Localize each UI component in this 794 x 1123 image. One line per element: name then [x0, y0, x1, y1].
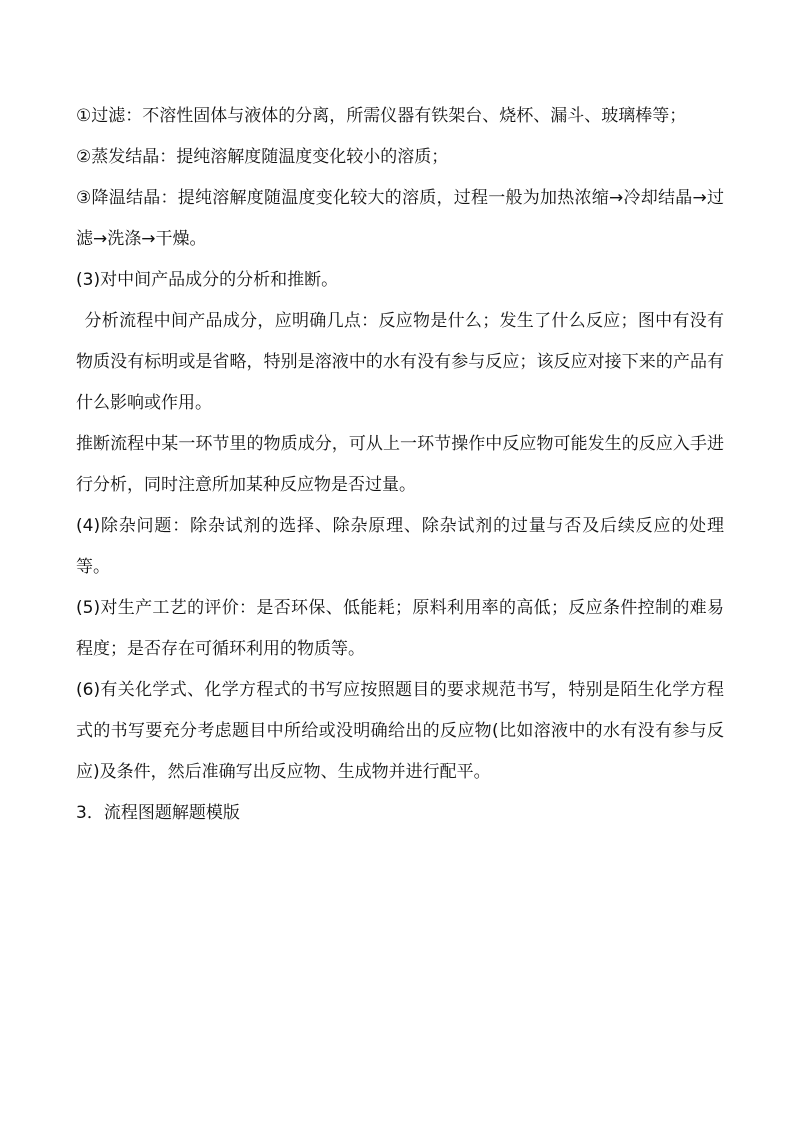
paragraph-section-4-impurity: (4)除杂问题：除杂试剂的选择、除杂原理、除杂试剂的过量与否及后续反应的处理等。 [76, 516, 724, 577]
document-body [76, 96, 724, 834]
section-heading-template: 3．流程图题解题模版 [76, 803, 240, 823]
paragraph-component-inference: 推断流程中某一环节里的物质成分，可从上一环节操作中反应物可能发生的反应入手进行分析，同时注意所加某种反应物是否过量。 [76, 434, 724, 495]
paragraph-section-3-heading: (3)对中间产品成分的分析和推断。 [76, 270, 339, 290]
paragraph-section-5-evaluation: (5)对生产工艺的评价：是否环保、低能耗；原料利用率的高低；反应条件控制的难易程度；是否存在可循环利用的物质等。 [76, 598, 724, 659]
paragraph-cooling-crystallization: ③降温结晶：提纯溶解度随温度变化较大的溶质，过程一般为加热浓缩→冷却结晶→过滤→洗涤→干燥。 [76, 188, 724, 249]
paragraph-filtration: ①过滤：不溶性固体与液体的分离，所需仪器有铁架台、烧杯、漏斗、玻璃棒等； [76, 106, 687, 126]
paragraph-evaporation-crystallization: ②蒸发结晶：提纯溶解度随温度变化较小的溶质； [76, 147, 449, 167]
paragraph-intermediate-analysis: 分析流程中间产品成分，应明确几点：反应物是什么；发生了什么反应；图中有没有物质没有标明或是省略，特别是溶液中的水有没有参与反应；该反应对接下来的产品有什么影响或作用。 [76, 311, 724, 413]
paragraph-section-6-equations: (6)有关化学式、化学方程式的书写应按照题目的要求规范书写，特别是陌生化学方程式的书写要充分考虑题目中所给或没明确给出的反应物(比如溶液中的水有没有参与反应)及条件，然后准确写出反应物、生成物并进行配平。 [76, 680, 724, 782]
